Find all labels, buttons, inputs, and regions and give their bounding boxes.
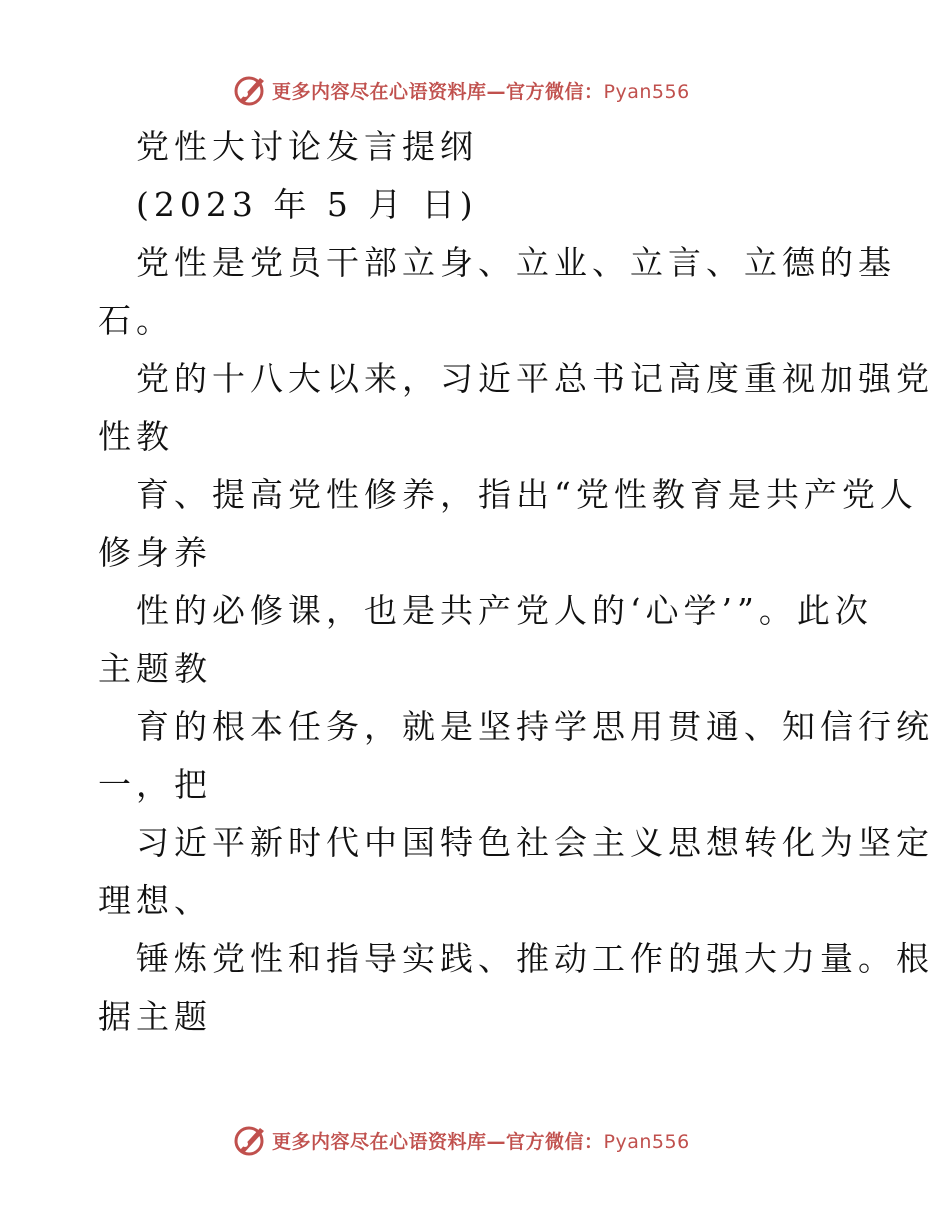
paragraph-line: 修身养 [98, 533, 212, 572]
paragraph-line: 性的必修课，也是共产党人的‘心学’”。此次 [136, 591, 873, 630]
document-body [98, 118, 934, 1046]
paragraph-line: 石。 [98, 301, 174, 340]
paragraph-line: 党的十八大以来，习近平总书记高度重视加强党 [136, 359, 934, 398]
watermark-wechat-id: Pyan556 [603, 80, 690, 103]
watermark-header [232, 70, 690, 110]
watermark-footer [232, 1120, 690, 1160]
document-title: 党性大讨论发言提纲 [136, 127, 478, 166]
paragraph-line: 据主题 [98, 997, 212, 1036]
paragraph-line: 主题教 [98, 649, 212, 688]
pen-logo-icon [232, 72, 268, 108]
document-date: (2023 年 5 月 日) [136, 185, 478, 224]
paragraph-line: 育的根本任务，就是坚持学思用贯通、知信行统 [136, 707, 934, 746]
watermark-wechat-id: Pyan556 [603, 1130, 690, 1153]
paragraph-line: 性教 [98, 417, 174, 456]
watermark-text [272, 1127, 690, 1154]
pen-logo-icon [232, 1122, 268, 1158]
paragraph-line: 习近平新时代中国特色社会主义思想转化为坚定 [136, 823, 934, 862]
paragraph-line: 一，把 [98, 765, 212, 804]
watermark-text [272, 77, 690, 104]
watermark-label: 更多内容尽在心语资料库—官方微信： [272, 1130, 604, 1153]
paragraph-line: 育、提高党性修养，指出“党性教育是共产党人 [136, 475, 918, 514]
watermark-label: 更多内容尽在心语资料库—官方微信： [272, 80, 604, 103]
paragraph-line: 党性是党员干部立身、立业、立言、立德的基 [136, 243, 896, 282]
paragraph-line: 理想、 [98, 881, 212, 920]
paragraph-line: 锤炼党性和指导实践、推动工作的强大力量。根 [136, 939, 934, 978]
